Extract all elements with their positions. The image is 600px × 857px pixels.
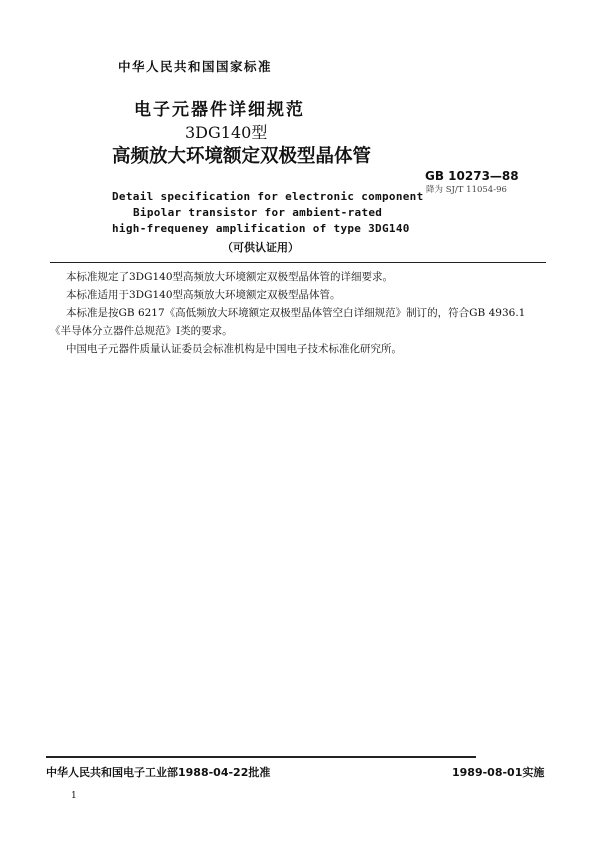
title-line1: 电子元器件详细规范: [134, 100, 305, 120]
replaced-code: 降为 SJ/T 11054-96: [426, 185, 507, 195]
body-paragraph: 《半导体分立器件总规范》Ⅰ类的要求。: [50, 325, 233, 337]
title-model: 3DG140型: [185, 123, 268, 142]
page-number: 1: [71, 791, 77, 801]
header-rule: [50, 262, 546, 263]
english-title-line2: Bipolar transistor for ambient-rated: [133, 206, 383, 219]
standard-code: GB 10273—88: [425, 169, 519, 183]
body-paragraph: 本标准规定了3DG140型高频放大环境额定双极型晶体管的详细要求。: [66, 271, 394, 283]
body-paragraph: 本标准是按GB 6217《高低频放大环境额定双极型晶体管空白详细规范》制订的，符合GB 4936.1: [66, 307, 526, 319]
national-standard-heading: 中华人民共和国国家标准: [118, 59, 273, 74]
title-line3: 高频放大环境额定双极型晶体管: [112, 146, 372, 167]
body-paragraph: 本标准适用于3DG140型高频放大环境额定双极型晶体管。: [66, 289, 341, 301]
footer-rule: [46, 756, 476, 758]
approval-line: 中华人民共和国电子工业部1988-04-22批准: [46, 766, 271, 779]
english-title-line3: high-frequeney amplification of type 3DG140: [112, 222, 410, 235]
english-title-line1: Detail specification for electronic component: [112, 190, 424, 203]
effective-date: 1989-08-01实施: [452, 766, 545, 779]
certification-note: （可供认证用）: [222, 241, 299, 254]
body-paragraph: 中国电子元器件质量认证委员会标准机构是中国电子技术标准化研究所。: [66, 343, 402, 355]
